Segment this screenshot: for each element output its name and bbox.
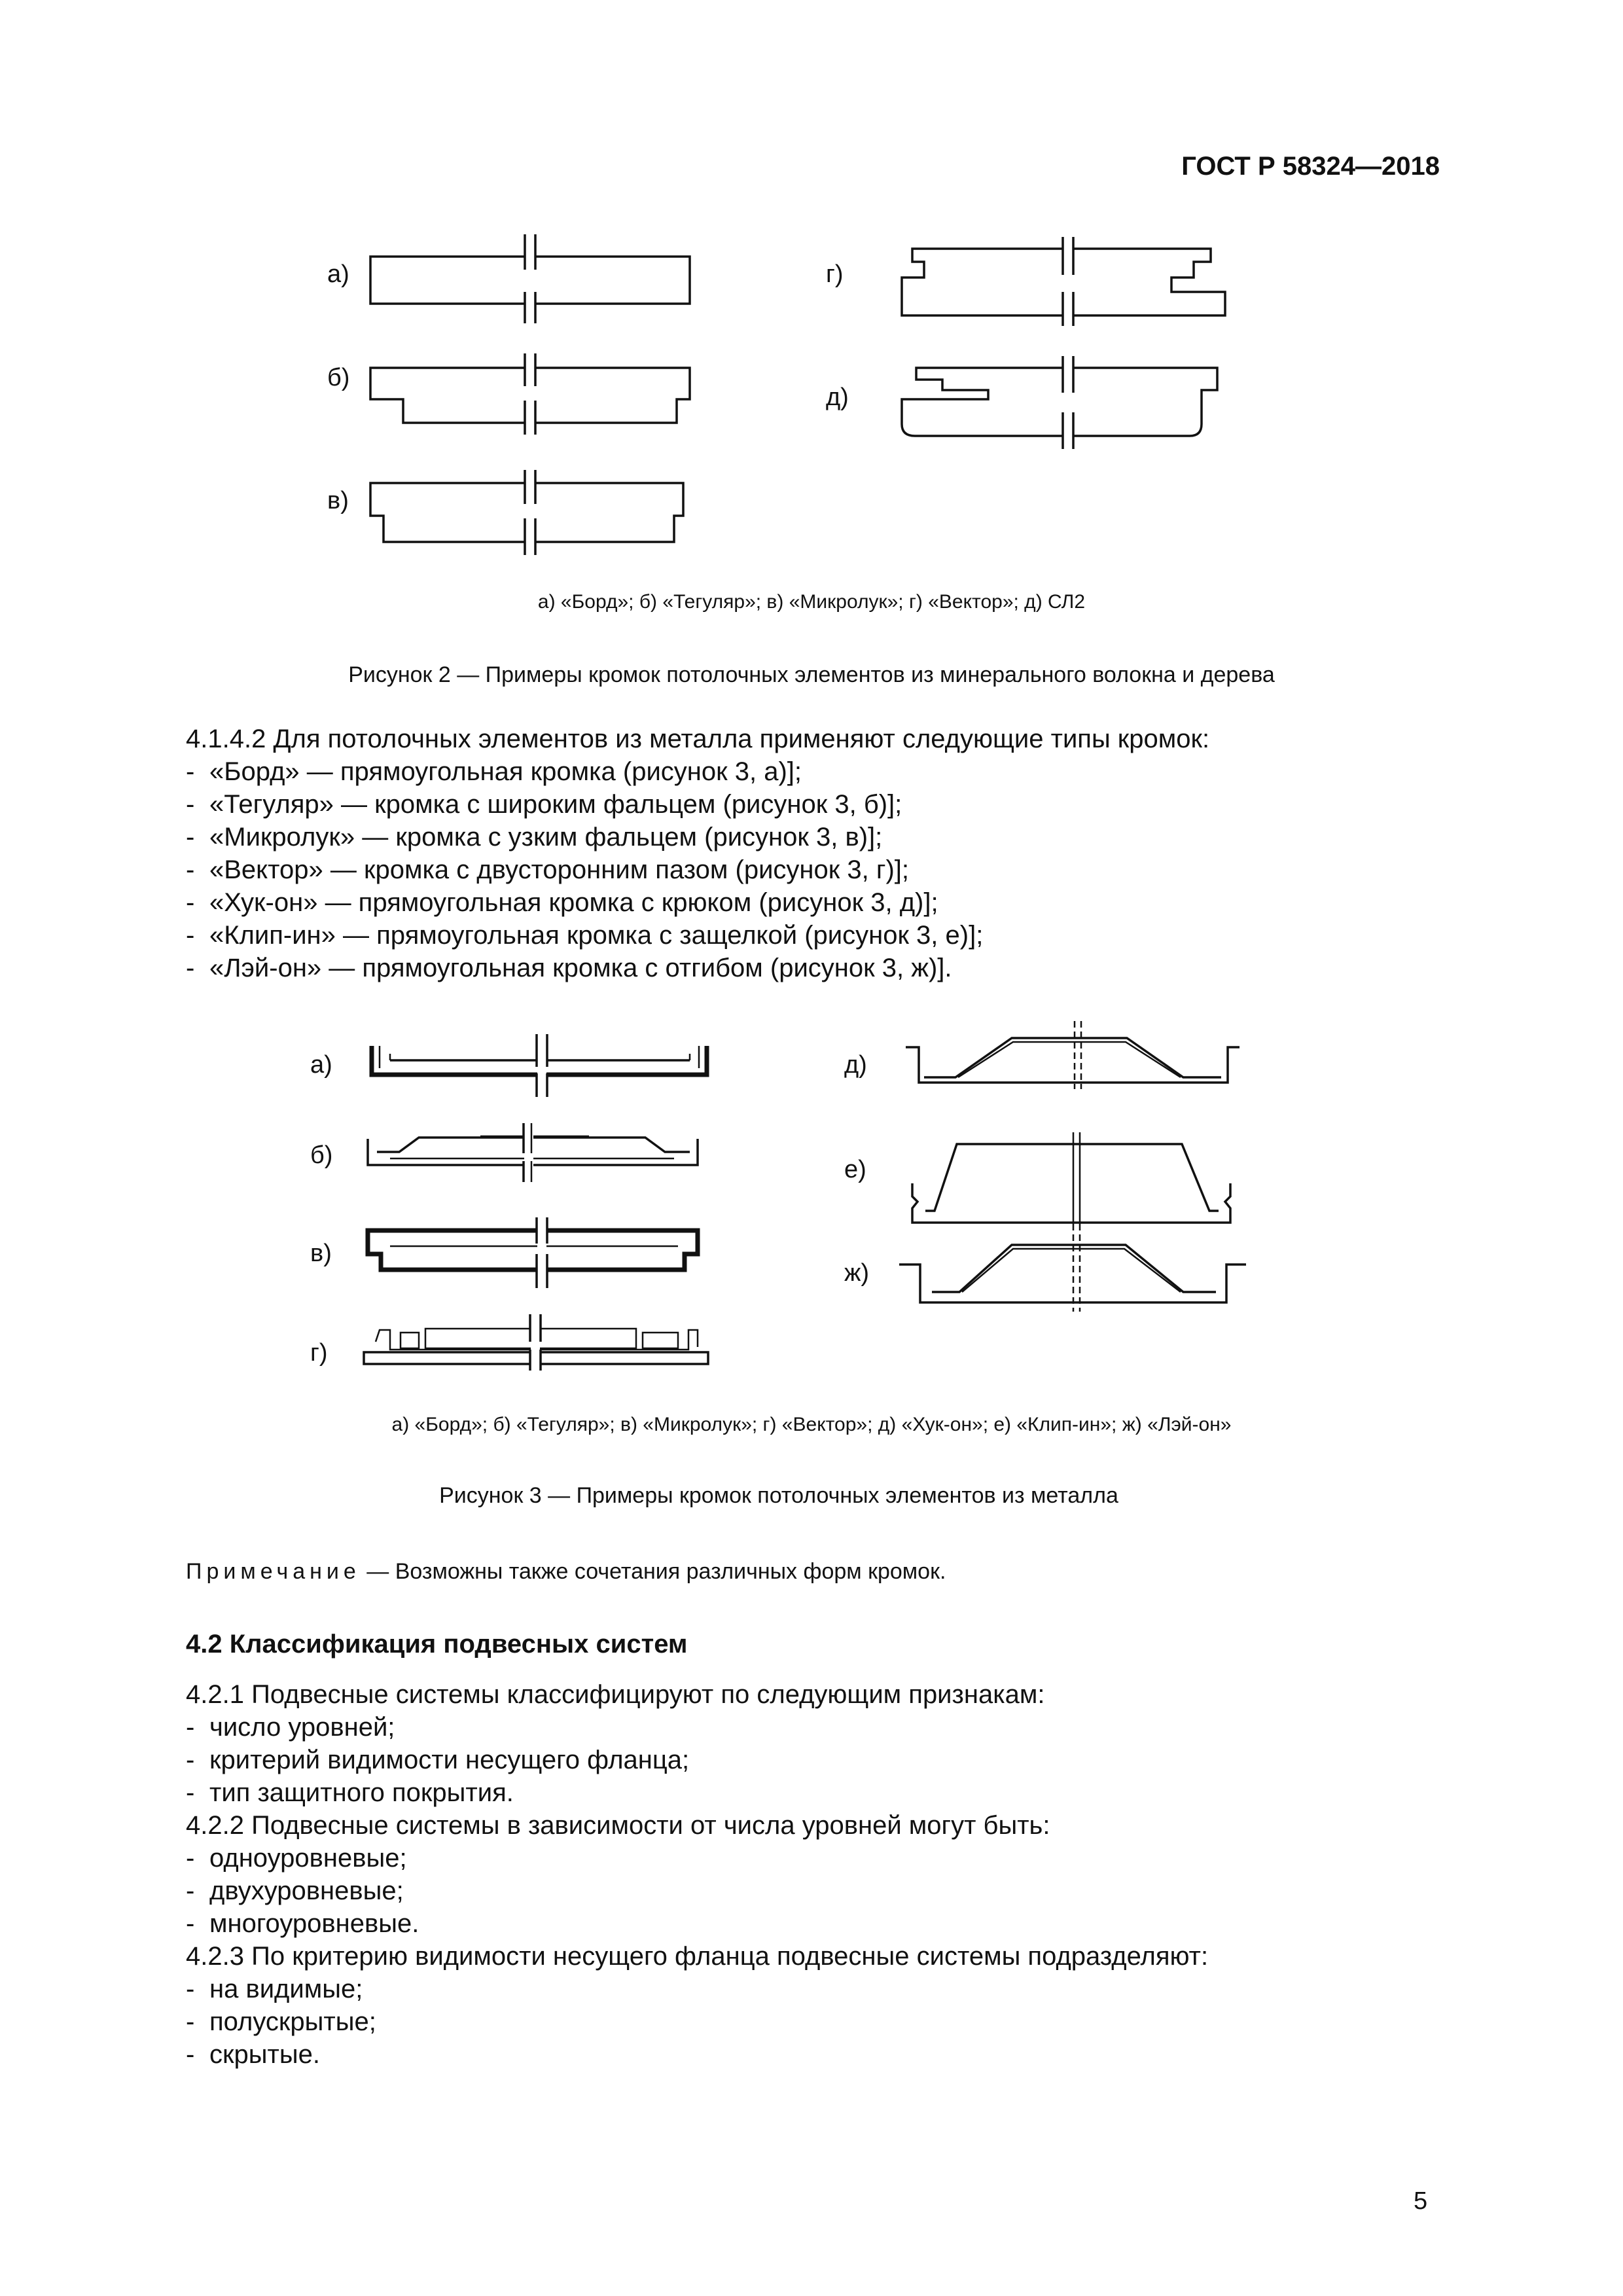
list-item: - критерий видимости несущего фланца; — [186, 1746, 690, 1774]
edge-microlook-metal-icon — [368, 1217, 698, 1288]
edge-lay-on-metal-icon — [899, 1234, 1246, 1312]
list-item: - «Вектор» — кромка с двусторонним пазом (рисунок 3, г)]; — [186, 855, 909, 884]
edge-vector-mineral-icon — [902, 236, 1225, 327]
list-item: - «Борд» — прямоугольная кромка (рисунок 3, а)]; — [186, 757, 802, 786]
fig2-label-d: д) — [826, 384, 849, 411]
fig3-label-a: а) — [310, 1051, 332, 1079]
list-item: - одноуровневые; — [186, 1844, 407, 1873]
list-item: - «Микролук» — кромка с узким фальцем (рисунок 3, в)]; — [186, 823, 883, 852]
paragraph-4-2-2: 4.2.2 Подвесные системы в зависимости от числа уровней могут быть: — [186, 1811, 1050, 1840]
figure-3-legend: а) «Борд»; б) «Тегуляр»; в) «Микролук»; г) «Вектор»; д) «Хук-он»; е) «Клип-ин»; ж) «Лэй-он» — [391, 1414, 1232, 1435]
edge-sl2-mineral-icon — [902, 353, 1217, 450]
note — [186, 1559, 1462, 1585]
section-4-2-heading: 4.2 Классификация подвесных систем — [186, 1630, 688, 1659]
note-text: — Возможны также сочетания различных форм кромок. — [360, 1559, 946, 1584]
section-4-1-4-2 — [186, 723, 1462, 984]
fig3-label-zh: ж) — [844, 1259, 870, 1287]
fig3-label-b: б) — [310, 1141, 333, 1169]
fig3-label-d: д) — [844, 1051, 867, 1079]
list-item: - скрытые. — [186, 2040, 320, 2069]
note-label: Примечание — [186, 1559, 361, 1584]
fig2-label-a: а) — [327, 260, 349, 288]
figure-3-caption: Рисунок 3 — Примеры кромок потолочных элементов из металла — [439, 1483, 1118, 1508]
fig2-label-g: г) — [826, 260, 844, 288]
paragraph-4-2-1: 4.2.1 Подвесные системы классифицируют по следующим признакам: — [186, 1680, 1045, 1709]
fig3-label-e: е) — [844, 1156, 866, 1183]
list-item: - на видимые; — [186, 1975, 363, 2003]
list-item: - двухуровневые; — [186, 1876, 404, 1905]
fig3-label-v: в) — [310, 1240, 332, 1267]
list-item: - тип защитного покрытия. — [186, 1778, 514, 1807]
paragraph-4-1-4-2-intro: 4.1.4.2 Для потолочных элементов из металла применяют следующие типы кромок: — [186, 725, 1210, 753]
page-number: 5 — [1414, 2187, 1428, 2215]
fig2-label-v: в) — [327, 487, 349, 514]
figure-2-legend: а) «Борд»; б) «Тегуляр»; в) «Микролук»; г) «Вектор»; д) СЛ2 — [537, 591, 1086, 613]
list-item: - «Тегуляр» — кромка с широким фальцем (рисунок 3, б)]; — [186, 790, 902, 819]
section-4-2-body — [186, 1678, 1462, 2071]
list-item: - многоуровневые. — [186, 1909, 419, 1938]
edge-tegular-mineral-icon — [370, 352, 690, 436]
list-item: - полускрытые; — [186, 2007, 376, 2036]
edge-bord-metal-icon — [372, 1034, 707, 1097]
edge-hook-on-metal-icon — [906, 1021, 1240, 1089]
list-item: - число уровней; — [186, 1713, 395, 1742]
edge-clip-in-metal-icon — [912, 1132, 1230, 1230]
edge-tegular-metal-icon — [368, 1123, 698, 1182]
figure-2-caption: Рисунок 2 — Примеры кромок потолочных элементов из минерального волокна и дерева — [348, 662, 1275, 687]
paragraph-4-2-3: 4.2.3 По критерию видимости несущего фланца подвесные системы подразделяют: — [186, 1942, 1209, 1971]
fig2-label-b: б) — [327, 364, 350, 391]
list-item: - «Клип-ин» — прямоугольная кромка с защелкой (рисунок 3, е)]; — [186, 921, 984, 950]
edge-microlook-mineral-icon — [370, 469, 683, 556]
edge-vector-metal-icon — [364, 1313, 708, 1371]
list-item: - «Хук-он» — прямоугольная кромка с крюком (рисунок 3, д)]; — [186, 888, 938, 917]
document-id: ГОСТ Р 58324—2018 — [1181, 152, 1440, 181]
edge-bord-mineral-icon — [370, 230, 690, 330]
list-item: - «Лэй-он» — прямоугольная кромка с отгибом (рисунок 3, ж)]. — [186, 954, 952, 982]
fig3-label-g: г) — [310, 1339, 328, 1367]
